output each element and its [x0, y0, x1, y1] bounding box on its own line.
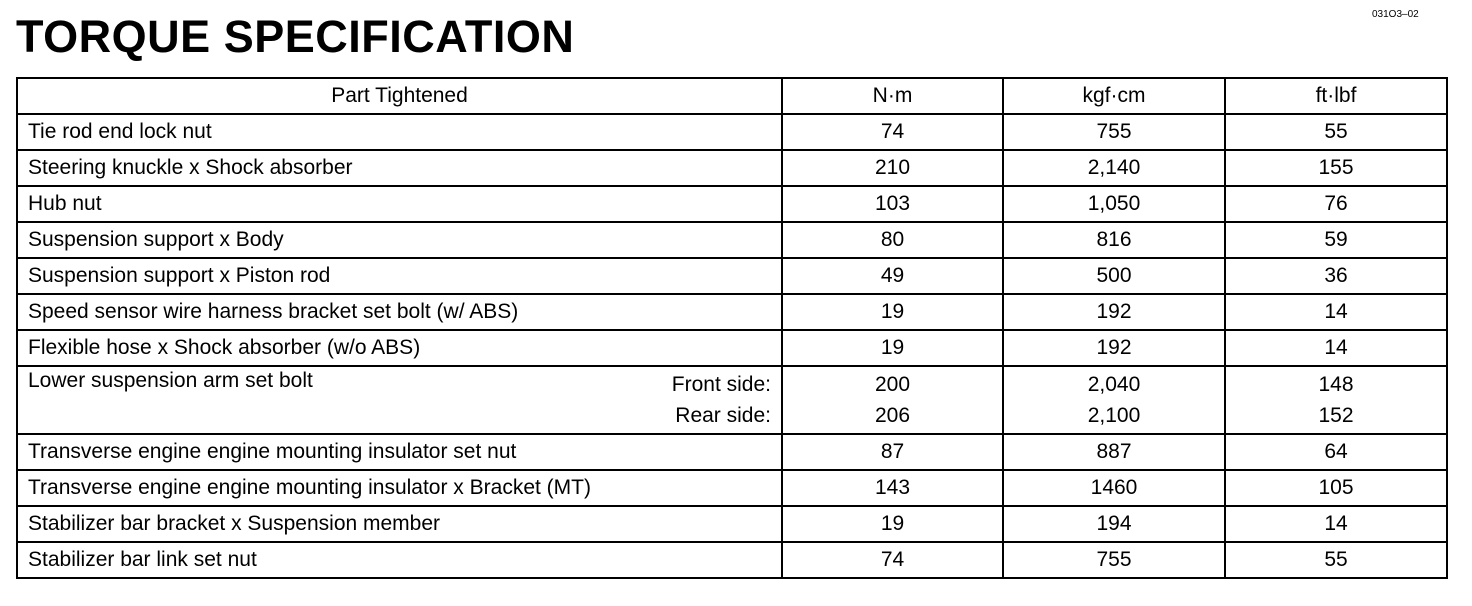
value-ftlbf: 64: [1225, 434, 1447, 470]
torque-table: [16, 77, 1448, 579]
table-row: [17, 542, 1447, 578]
value-rear: 206: [874, 404, 911, 427]
header-ftlbf: ft·lbf: [1225, 78, 1447, 114]
value-kgfcm: 192: [1003, 294, 1225, 330]
value-ftlbf: 55: [1225, 542, 1447, 578]
value-nm: 19: [782, 294, 1003, 330]
value-kgfcm: 1,050: [1003, 186, 1225, 222]
value-ftlbf: 36: [1225, 258, 1447, 294]
value-kgfcm: 816: [1003, 222, 1225, 258]
value-kgfcm: 755: [1003, 114, 1225, 150]
rear-side-label: Rear side:: [675, 404, 771, 427]
page-title: TORQUE SPECIFICATION: [16, 11, 575, 62]
value-nm: 49: [782, 258, 1003, 294]
header-nm: N·m: [782, 78, 1003, 114]
part-name: Stabilizer bar link set nut: [17, 542, 782, 578]
part-name: Suspension support x Piston rod: [17, 258, 782, 294]
value-nm: 74: [782, 542, 1003, 578]
table-row: [17, 150, 1447, 186]
value-ftlbf: 55: [1225, 114, 1447, 150]
part-name: Tie rod end lock nut: [17, 114, 782, 150]
value-front: 2,040: [1087, 373, 1141, 396]
part-name: Suspension support x Body: [17, 222, 782, 258]
table-row: [17, 366, 1447, 434]
value-ftlbf: 59: [1225, 222, 1447, 258]
table-row: [17, 258, 1447, 294]
value-ftlbf: [1225, 366, 1447, 434]
value-nm: 143: [782, 470, 1003, 506]
value-kgfcm: 500: [1003, 258, 1225, 294]
part-name: Steering knuckle x Shock absorber: [17, 150, 782, 186]
value-ftlbf: 14: [1225, 294, 1447, 330]
value-nm: 19: [782, 506, 1003, 542]
part-name: Speed sensor wire harness bracket set bolt (w/ ABS): [17, 294, 782, 330]
document-id: 031O3–02: [1372, 9, 1419, 20]
value-nm: 80: [782, 222, 1003, 258]
table-row: [17, 186, 1447, 222]
header-kgfcm: kgf·cm: [1003, 78, 1225, 114]
value-front: 148: [1318, 373, 1354, 396]
value-kgfcm: [1003, 366, 1225, 434]
value-ftlbf: 105: [1225, 470, 1447, 506]
part-name: Lower suspension arm set bolt: [28, 369, 313, 392]
header-row: [17, 78, 1447, 114]
table-row: [17, 114, 1447, 150]
value-rear: 2,100: [1087, 404, 1141, 427]
value-kgfcm: 194: [1003, 506, 1225, 542]
value-ftlbf: 14: [1225, 506, 1447, 542]
part-cell: [17, 366, 782, 434]
value-nm: 103: [782, 186, 1003, 222]
front-side-label: Front side:: [671, 373, 771, 396]
value-nm: 74: [782, 114, 1003, 150]
side-labels: [672, 369, 771, 431]
value-ftlbf: 155: [1225, 150, 1447, 186]
table-row: [17, 294, 1447, 330]
value-nm: 210: [782, 150, 1003, 186]
part-name: Flexible hose x Shock absorber (w/o ABS): [17, 330, 782, 366]
value-nm: [782, 366, 1003, 434]
part-name: Stabilizer bar bracket x Suspension member: [17, 506, 782, 542]
table-row: [17, 330, 1447, 366]
value-kgfcm: 887: [1003, 434, 1225, 470]
part-name: Transverse engine engine mounting insulator x Bracket (MT): [17, 470, 782, 506]
part-name: Hub nut: [17, 186, 782, 222]
value-ftlbf: 14: [1225, 330, 1447, 366]
value-kgfcm: 192: [1003, 330, 1225, 366]
value-nm: 87: [782, 434, 1003, 470]
table-row: [17, 434, 1447, 470]
value-rear: 152: [1318, 404, 1354, 427]
part-name: Transverse engine engine mounting insulator set nut: [17, 434, 782, 470]
header-part-tightened: Part Tightened: [17, 78, 782, 114]
value-nm: 19: [782, 330, 1003, 366]
value-kgfcm: 1460: [1003, 470, 1225, 506]
table-row: [17, 506, 1447, 542]
value-kgfcm: 755: [1003, 542, 1225, 578]
value-front: 200: [874, 373, 911, 396]
table-row: [17, 470, 1447, 506]
table-row: [17, 222, 1447, 258]
value-kgfcm: 2,140: [1003, 150, 1225, 186]
value-ftlbf: 76: [1225, 186, 1447, 222]
